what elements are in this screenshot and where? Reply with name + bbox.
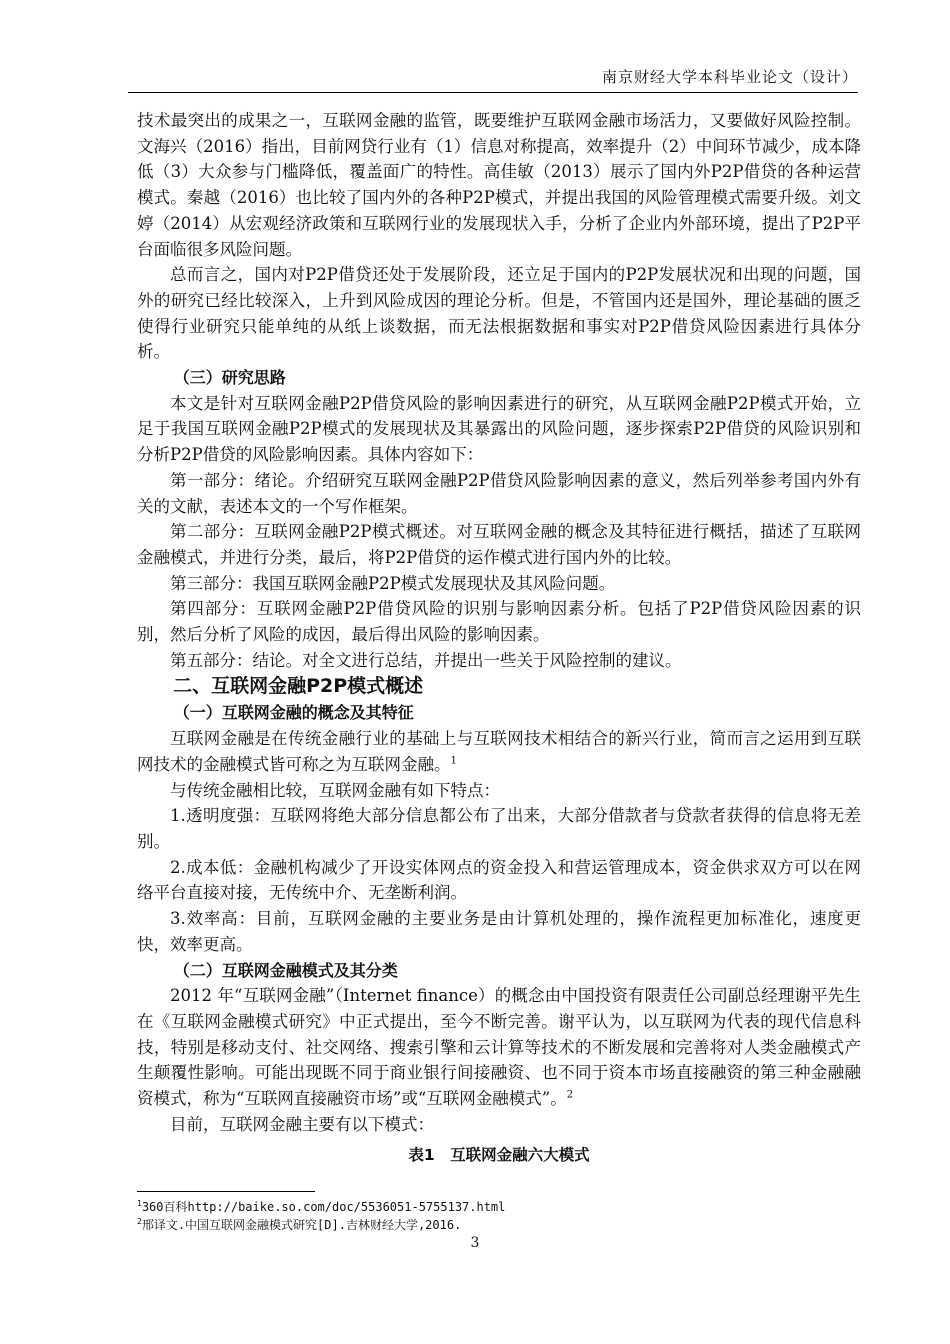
footnote-2-text: 邢译文.中国互联网金融模式研究[D].吉林财经大学,2016. [141,1218,462,1232]
footnote-2 [137,1216,505,1234]
paragraph-research-intro: 本文是针对互联网金融P2P借贷风险的影响因素进行的研究，从互联网金融P2P模式开始，立足于我国互联网金融P2P模式的发展现状及其暴露出的风险问题，逐步探索P2P借贷的风险识别和分析P2P借贷的风险影响因素。具体内容如下： [137,393,861,465]
footnote-2-mark: 2 [137,1217,142,1226]
definition-text: 互联网金融是在传统金融行业的基础上与互联网技术相结合的新兴行业，简而言之运用到互联网技术的金融模式皆可称之为互联网金融。 [137,729,861,774]
footnote-rule [137,1191,315,1192]
page-number: 3 [470,1235,480,1251]
footnote-1-text[interactable]: 360百科http://baike.so.com/doc/5536051-5755137.html [141,1200,506,1214]
paragraph-part-1: 第一部分：绪论。介绍研究互联网金融P2P借贷风险影响因素的意义，然后列举参考国内外有关的文献，表述本文的一个写作框架。 [137,470,861,516]
heading-chapter-2: 二、互联网金融P2P模式概述 [173,675,424,698]
heading-research-approach: （三）研究思路 [173,368,286,388]
header-rule [128,92,858,93]
paragraph-part-2: 第二部分：互联网金融P2P模式概述。对互联网金融的概念及其特征进行概括，描述了互联网金融模式，并进行分类，最后，将P2P借贷的运作模式进行国内外的比较。 [137,522,861,567]
list-item-transparency: 1.透明度强：互联网将绝大部分信息都公布了出来，大部分借款者与贷款者获得的信息将无差别。 [137,806,861,851]
paragraph-part-5: 第五部分：结论。对全文进行总结，并提出一些关于风险控制的建议。 [170,650,682,670]
footnote-ref-2[interactable]: 2 [566,1089,574,1101]
table-caption: 表1 互联网金融六大模式 [408,1146,590,1165]
paragraph-part-3: 第三部分：我国互联网金融P2P模式发展现状及其风险问题。 [170,573,616,593]
paragraph-summary: 总而言之，国内对P2P借贷还处于发展阶段，还立足于国内的P2P发展状况和出现的问题，国外的研究已经比较深入，上升到风险成因的理论分析。但是，不管国内还是国外，理论基础的匮乏使得行业研究只能单纯的从纸上谈数据，而无法根据数据和事实对P2P借贷风险因素进行具体分析。 [137,265,861,362]
paragraph-features-intro: 与传统金融相比较，互联网金融有如下特点： [170,780,500,800]
list-item-efficiency: 3.效率高：目前，互联网金融的主要业务是由计算机处理的，操作流程更加标准化，速度更快，效率更高。 [137,909,861,954]
footnotes [137,1198,505,1234]
paragraph-definition [137,726,861,777]
list-item-low-cost: 2.成本低：金融机构减少了开设实体网点的资金投入和营运管理成本，资金供求双方可以在网络平台直接对接，无传统中介、无垄断利润。 [137,857,861,903]
heading-concept-features: （一）互联网金融的概念及其特征 [173,703,414,723]
history-text: 2012 年“互联网金融”（Internet finance）的概念由中国投资有限责任公司副总经理谢平先生在《互联网金融模式研究》中正式提出，至今不断完善。谢平认为，以互联网为代表的现代信息科技，特别是移动支付、社交网络、搜索引擎和云计算等技术的不断发展和完善将对人类金融模式产生颠覆性影响。可能出现既不同于商业银行间接融资、也不同于资本市场直接融资的第三种金融融资模式，称为“互联网直接融资市场”或“互联网金融模式”。 [137,986,861,1109]
footnote-ref-1[interactable]: 1 [450,755,457,767]
heading-models-classification: （二）互联网金融模式及其分类 [173,960,398,980]
paragraph-history [137,983,861,1112]
paragraph-models-intro: 目前，互联网金融主要有以下模式： [170,1114,434,1134]
footnote-1 [137,1198,505,1216]
paragraph-part-4: 第四部分：互联网金融P2P借贷风险的识别与影响因素分析。包括了P2P借贷风险因素的识别，然后分析了风险的成因，最后得出风险的影响因素。 [137,599,861,645]
running-header: 南京财经大学本科毕业论文（设计） [601,68,858,86]
footnote-1-mark: 1 [137,1199,142,1208]
page-body [137,108,861,1169]
paragraph-literature-continued: 技术最突出的成果之一，互联网金融的监管，既要维护互联网金融市场活力，又要做好风险控制。文海兴（2016）指出，目前网贷行业有（1）信息对称提高，效率提升（2）中间环节减少，成本降低（3）大众参与门槛降低，覆盖面广的特性。高佳敏（2013）展示了国内外P2P借贷的各种运营模式。秦越（2016）也比较了国内外的各种P2P模式，并提出我国的风险管理模式需要升级。刘文婷（2014）从宏观经济政策和互联网行业的发展现状入手，分析了企业内外部环境，提出了P2P平台面临很多风险问题。 [137,111,861,259]
